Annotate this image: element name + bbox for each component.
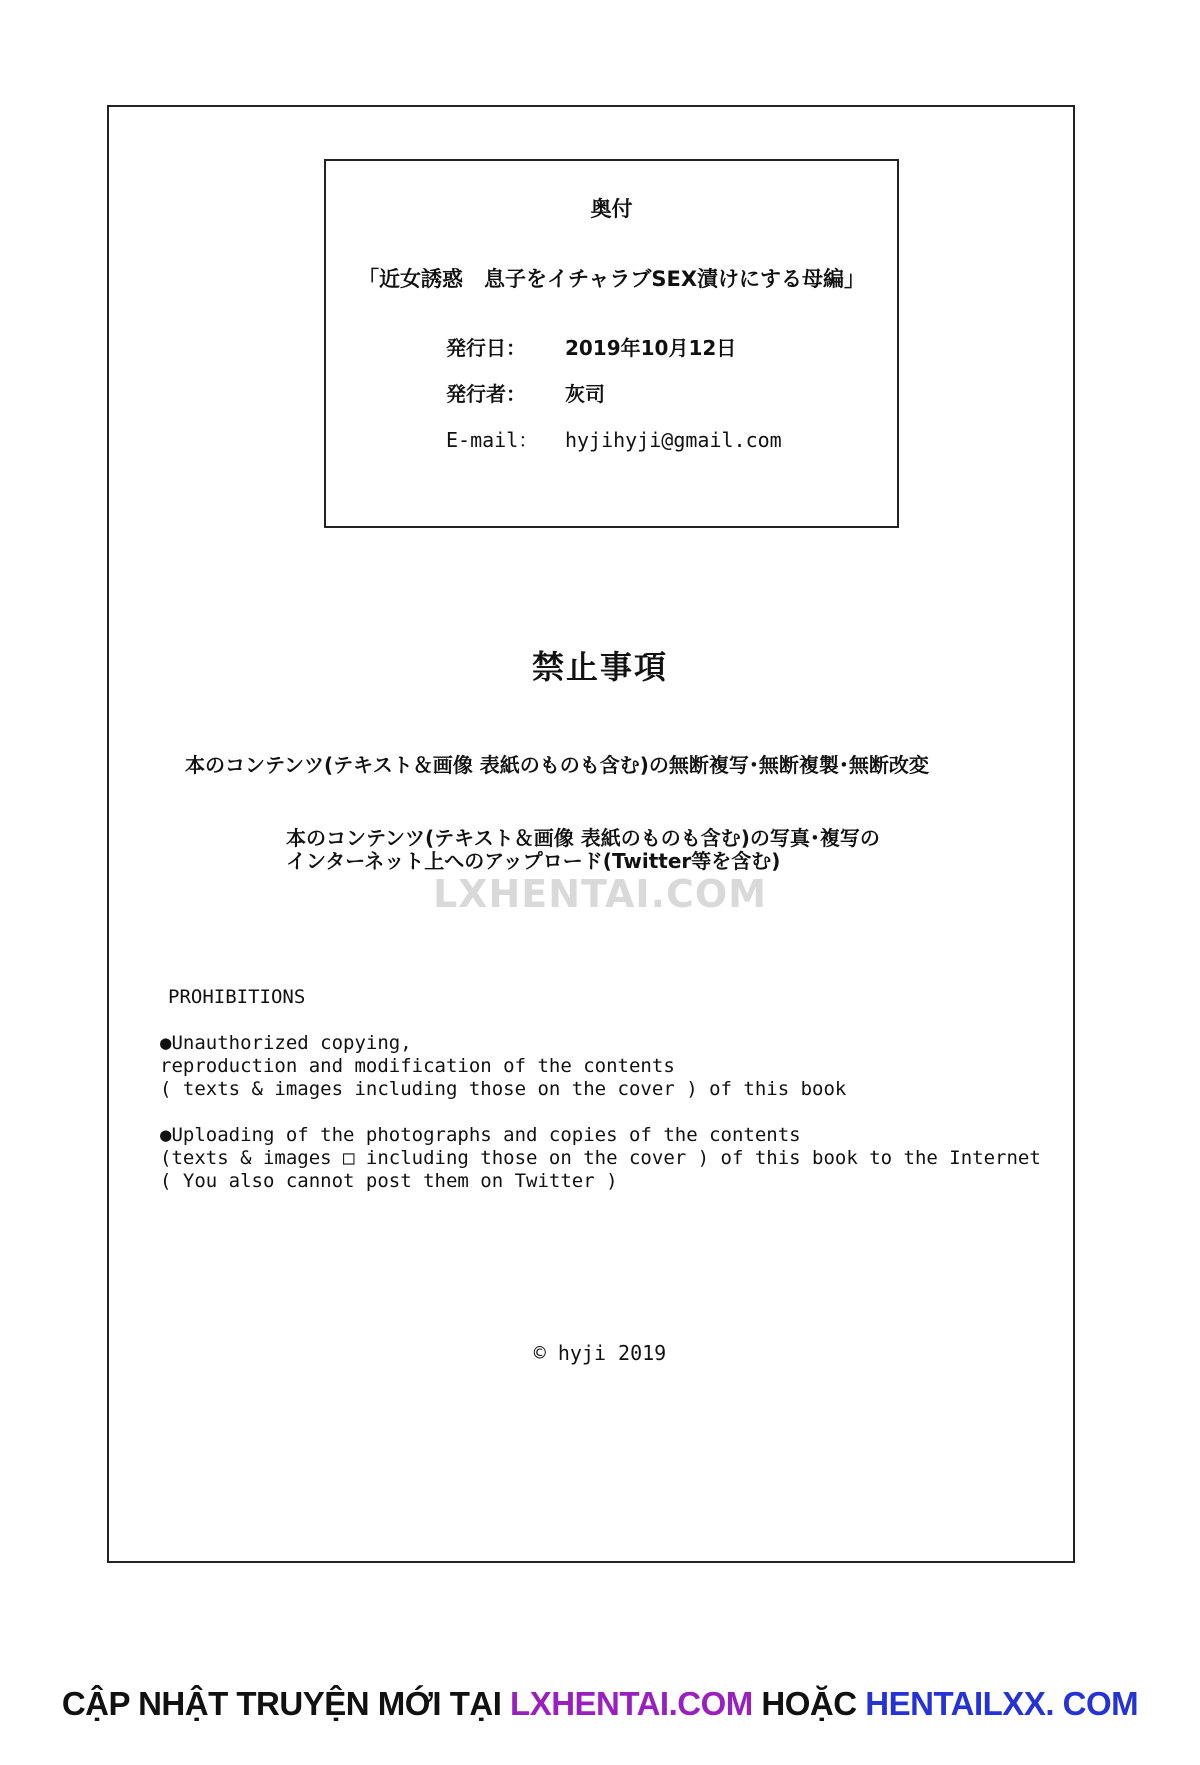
book-title: 「近女誘惑 息子をイチャラブSEX漬けにする母編」 xyxy=(357,267,866,291)
promo-site-2-link[interactable]: HENTAILXX. COM xyxy=(865,1685,1139,1722)
copyright: © hyji 2019 xyxy=(533,1341,667,1365)
prohibition-jp-line-1: 本のコンテンツ(テキスト＆画像 表紙のものも含む)の無断複写･無断複製･無断改変 xyxy=(185,753,929,777)
prohibition-en-item-2-line-1: ●Uploading of the photographs and copies of the contents xyxy=(160,1124,801,1146)
prohibition-en-item-2-line-2: (texts & images □ including those on the cover ) of this book to the Internet xyxy=(160,1147,1041,1169)
email-label: E-mail： xyxy=(446,428,539,452)
prohibition-en-item-1 xyxy=(160,1032,846,1101)
colophon-heading: 奥付 xyxy=(590,197,633,221)
promo-banner xyxy=(0,1685,1200,1723)
prohibitions-heading-jp: 禁止事項 xyxy=(531,648,668,686)
prohibition-jp-line-2: 本のコンテンツ(テキスト＆画像 表紙のものも含む)の写真･複写の xyxy=(286,826,880,850)
email-row xyxy=(446,424,782,453)
publisher-label: 発行者： xyxy=(446,382,526,406)
publish-date-label: 発行日： xyxy=(446,336,526,360)
prohibition-en-item-1-line-3: ( texts & images including those on the cover ) of this book xyxy=(160,1078,847,1100)
prohibition-en-item-1-line-1: ●Unauthorized copying, xyxy=(160,1032,412,1054)
prohibition-jp-line-3: インターネット上へのアップロード(Twitter等を含む) xyxy=(286,849,781,873)
publisher-value: 灰司 xyxy=(564,382,605,406)
publish-date-row xyxy=(446,332,736,361)
prohibitions-heading-en: PROHIBITIONS xyxy=(168,986,306,1008)
prohibition-en-item-2 xyxy=(160,1124,1041,1193)
promo-middle: HOẶC xyxy=(752,1685,866,1722)
email-value: hyjihyji@gmail.com xyxy=(564,428,782,452)
prohibition-en-item-1-line-2: reproduction and modification of the contents xyxy=(160,1055,675,1077)
promo-prefix: CẬP NHẬT TRUYỆN MỚI TẠI xyxy=(61,1685,511,1722)
publish-date-value: 2019年10月12日 xyxy=(564,336,737,360)
publisher-row xyxy=(446,378,605,407)
colophon-box xyxy=(324,159,899,528)
prohibition-en-item-2-line-3: ( You also cannot post them on Twitter ) xyxy=(160,1170,618,1192)
watermark: LXHENTAI.COM xyxy=(432,872,768,916)
promo-site-1-link[interactable]: LXHENTAI.COM xyxy=(510,1685,753,1722)
